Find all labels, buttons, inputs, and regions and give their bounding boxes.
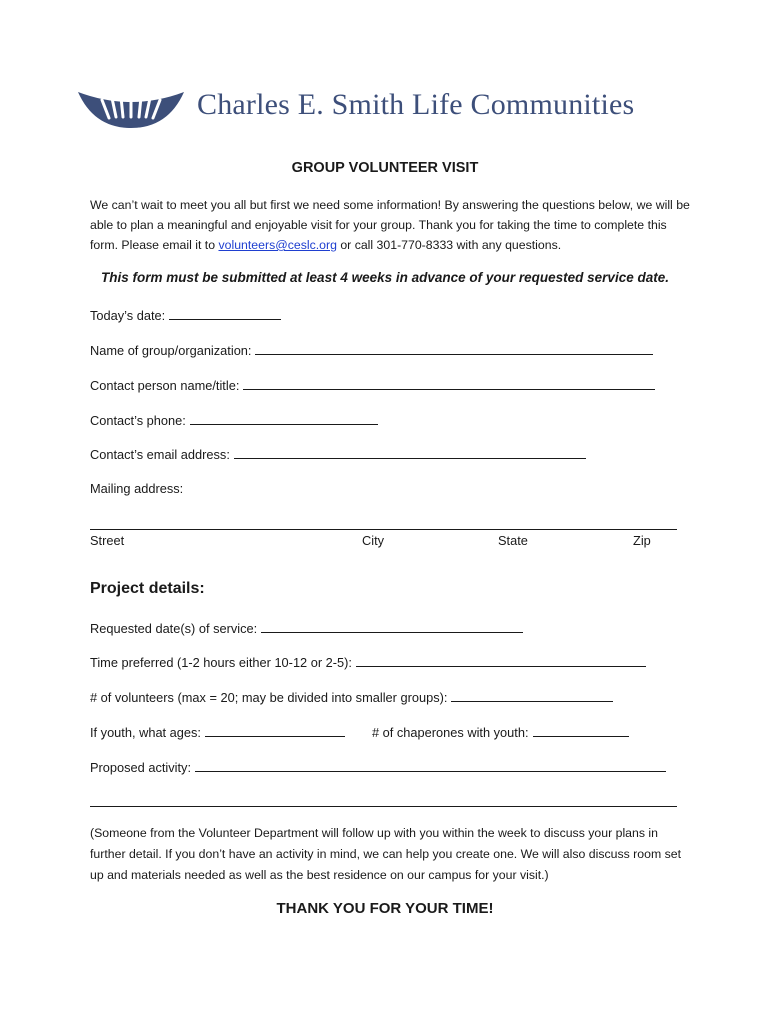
form-title: GROUP VOLUNTEER VISIT [291, 160, 479, 176]
proposed-activity-input[interactable] [195, 758, 666, 772]
deadline-notice: This form must be submitted at least 4 weeks in advance of your requested service date. [101, 270, 669, 285]
requested-dates-label: Requested date(s) of service: [90, 621, 258, 636]
project-details-heading: Project details: [90, 580, 205, 597]
logo-icon [76, 88, 186, 130]
todays-date-input[interactable] [169, 306, 281, 320]
chaperones-input[interactable] [533, 723, 629, 737]
proposed-activity-continuation-input[interactable] [90, 806, 677, 807]
chaperones-label: # of chaperones with youth: [372, 725, 529, 740]
contact-phone-label: Contact’s phone: [90, 413, 186, 428]
proposed-activity-label: Proposed activity: [90, 760, 192, 775]
contact-email-field [90, 445, 586, 463]
intro-paragraph [90, 195, 690, 255]
contact-person-input[interactable] [243, 376, 655, 390]
state-label: State [498, 533, 528, 548]
contact-person-field [90, 376, 655, 394]
thank-you-text: THANK YOU FOR YOUR TIME! [276, 900, 494, 917]
mailing-address-input[interactable] [90, 529, 677, 530]
time-preferred-label: Time preferred (1-2 hours either 10-12 or 2-5): [90, 655, 352, 670]
zip-label: Zip [633, 533, 651, 548]
intro-text-start: We can’t wait to meet you all but first we need some information! By answering the questions below, we will be able to plan a meaningful and enjoyable visit for your group. Thank you for taking the time to complete this form. Please email it to [90, 198, 690, 252]
org-name: Charles E. Smith Life Communities [197, 88, 635, 121]
street-label: Street [90, 533, 125, 548]
youth-ages-label: If youth, what ages: [90, 725, 201, 740]
time-preferred-input[interactable] [356, 653, 646, 667]
mailing-address-label: Mailing address: [90, 481, 184, 496]
followup-note: (Someone from the Volunteer Department will follow up with you within the week to discuss your plans in further detail. If you don’t have an activity in mind, we can help you create one. We will also discuss room set up and materials needed as well as the best residence on our campus for your visit.) [90, 826, 682, 882]
contact-email-input[interactable] [234, 445, 586, 459]
intro-text-end: or call 301-770-8333 with any questions. [336, 238, 562, 252]
city-label: City [362, 533, 385, 548]
requested-dates-input[interactable] [261, 619, 523, 633]
youth-ages-field [90, 723, 345, 741]
num-volunteers-input[interactable] [451, 688, 613, 702]
contact-email-label: Contact’s email address: [90, 447, 230, 462]
time-preferred-field [90, 653, 646, 671]
requested-dates-field [90, 619, 523, 637]
contact-phone-field [90, 411, 378, 429]
group-name-field [90, 341, 653, 359]
youth-ages-input[interactable] [205, 723, 345, 737]
group-name-label: Name of group/organization: [90, 343, 252, 358]
contact-person-label: Contact person name/title: [90, 378, 240, 393]
num-volunteers-label: # of volunteers (max = 20; may be divided into smaller groups): [90, 690, 448, 705]
todays-date-label: Today’s date: [90, 308, 166, 323]
num-volunteers-field [90, 688, 613, 706]
proposed-activity-field [90, 758, 666, 776]
contact-phone-input[interactable] [190, 411, 378, 425]
todays-date-field [90, 306, 281, 324]
email-link[interactable]: volunteers@ceslc.org [218, 238, 337, 252]
chaperones-field [372, 723, 629, 741]
group-name-input[interactable] [255, 341, 653, 355]
